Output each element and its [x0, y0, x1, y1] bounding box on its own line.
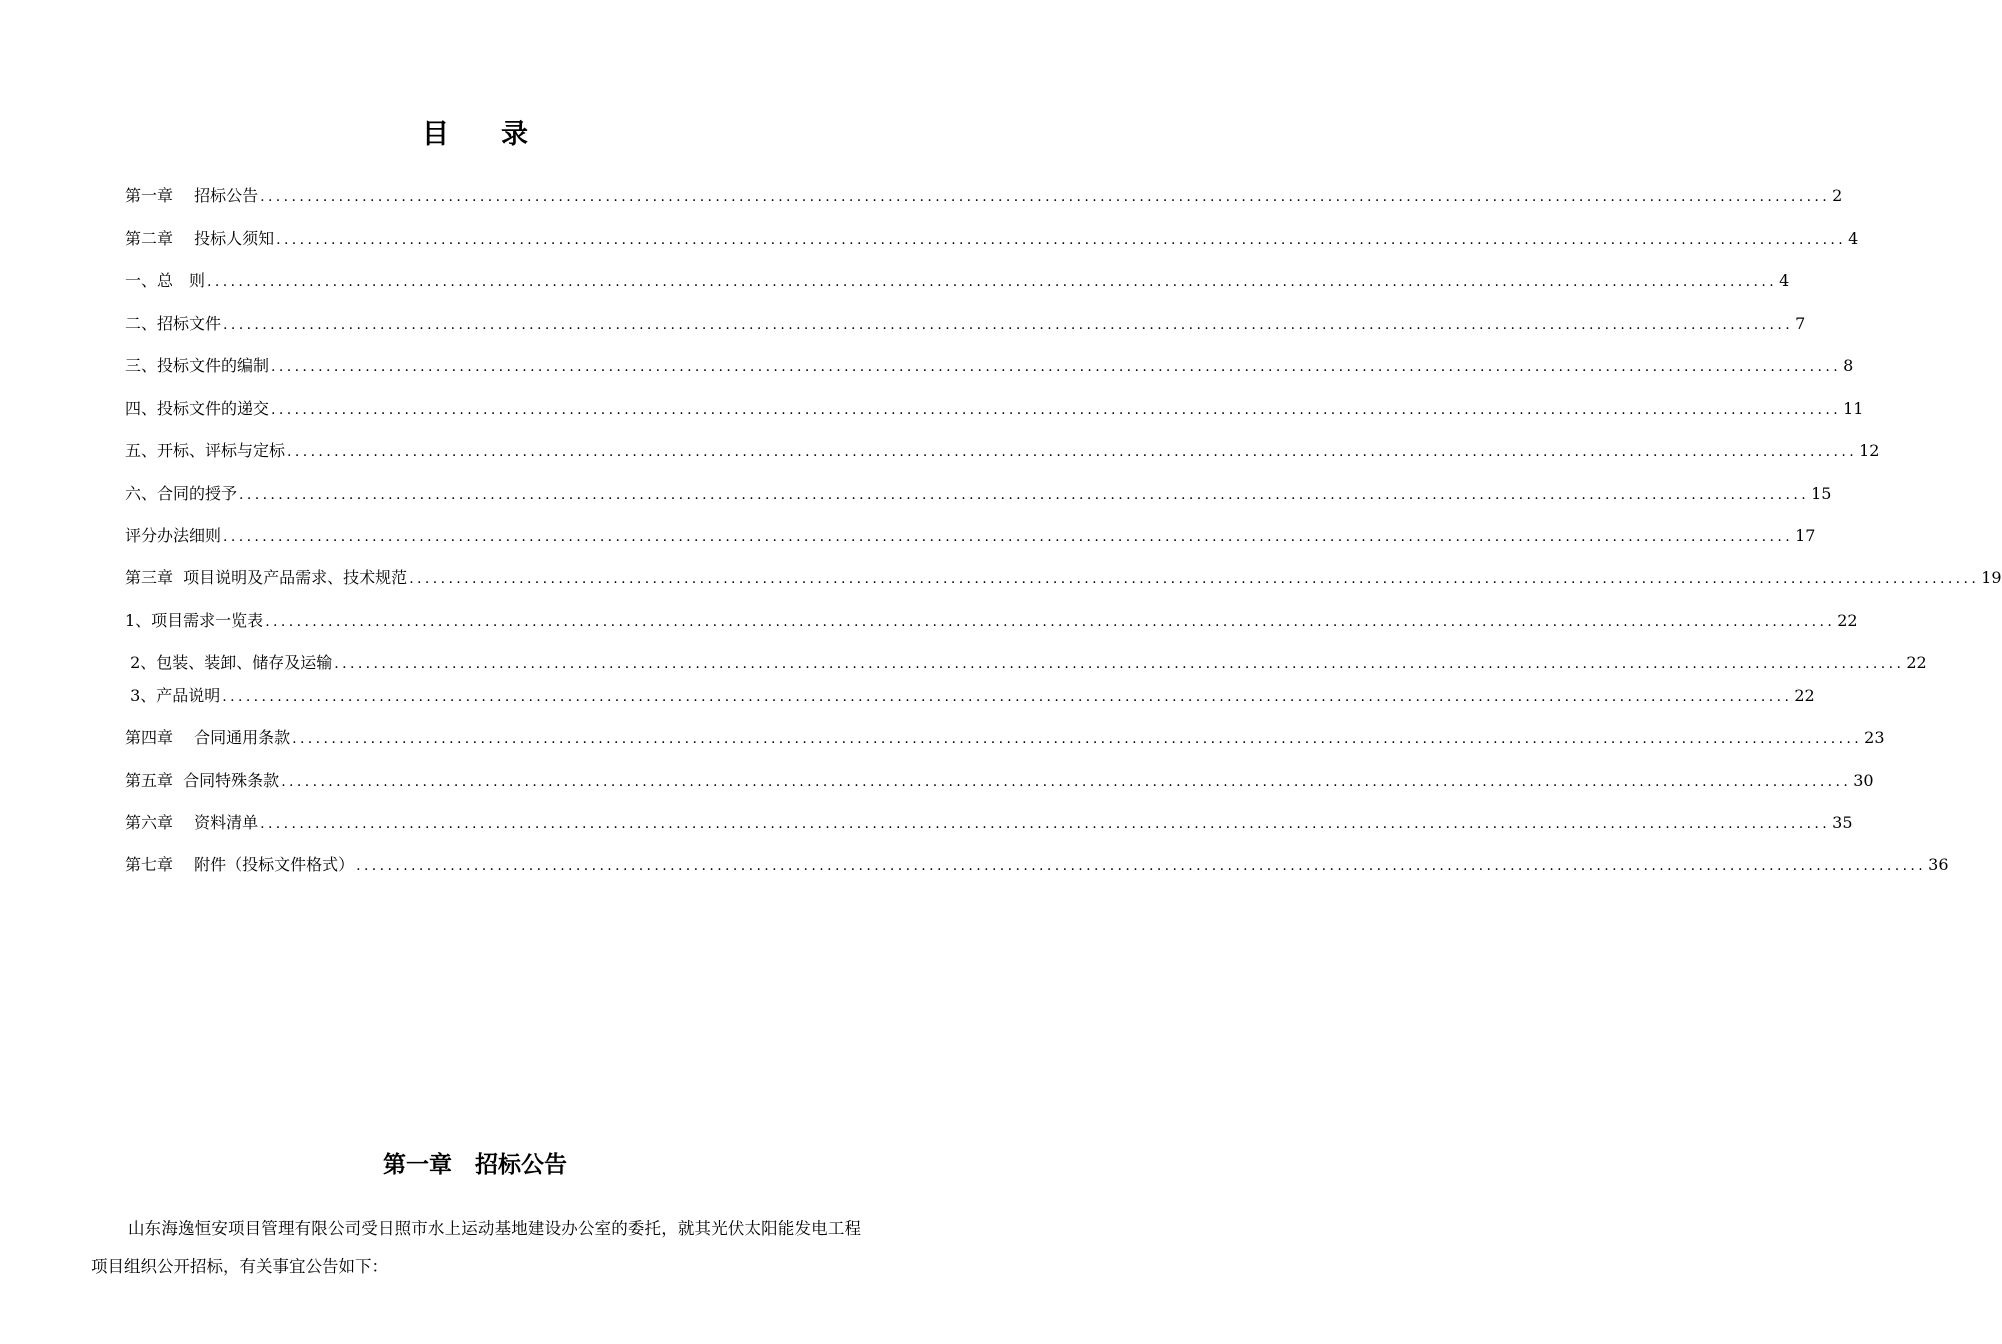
toc-entry-page: 19 [1981, 568, 2002, 587]
toc-leader-dots: ........................................................................................................................................................................................................ [265, 614, 1836, 630]
toc-entry-label: 第七章 附件（投标文件格式） [125, 855, 355, 874]
toc-entry-page: 17 [1795, 526, 1816, 545]
toc-leader-dots: ........................................................................................................................................................................................................ [292, 731, 1863, 747]
toc-entry-label: 四、投标文件的递交 [125, 399, 270, 418]
toc-entry[interactable] [125, 853, 1949, 877]
toc-entry[interactable] [125, 684, 1815, 708]
toc-entry-page: 4 [1848, 229, 1859, 248]
toc-entry[interactable] [125, 566, 2002, 590]
toc-entry-label: 第六章 资料清单 [125, 813, 259, 832]
toc-entry[interactable] [125, 269, 1790, 293]
toc-entry-page: 8 [1843, 356, 1854, 375]
toc-entry-label: 六、合同的授予 [125, 484, 238, 503]
toc-entry-page: 35 [1832, 813, 1853, 832]
toc-entry-label: 三、投标文件的编制 [125, 356, 270, 375]
toc-leader-dots: ........................................................................................................................................................................................................ [409, 571, 1980, 587]
toc-entry-label: 第四章 合同通用条款 [125, 728, 291, 747]
toc-entry-label: 第三章 项目说明及产品需求、技术规范 [125, 568, 408, 587]
chapter-title: 第一章 招标公告 [383, 1152, 567, 1178]
toc-entry[interactable] [125, 811, 1853, 835]
toc-leader-dots: ........................................................................................................................................................................................................ [239, 487, 1810, 503]
toc-leader-dots: ........................................................................................................................................................................................................ [260, 816, 1831, 832]
toc-entry[interactable] [125, 482, 1832, 506]
toc-leader-dots: ........................................................................................................................................................................................................ [276, 232, 1847, 248]
toc-entry-page: 36 [1928, 855, 1949, 874]
toc-entry[interactable] [125, 439, 1880, 463]
toc-entry[interactable] [125, 651, 1927, 675]
toc-entry[interactable] [125, 726, 1885, 750]
toc-entry-page: 30 [1853, 771, 1874, 790]
toc-leader-dots: ........................................................................................................................................................................................................ [356, 858, 1927, 874]
toc-entry-page: 4 [1779, 271, 1790, 290]
toc-leader-dots: ........................................................................................................................................................................................................ [222, 689, 1793, 705]
toc-entry-page: 22 [1837, 611, 1858, 630]
toc-entry-page: 23 [1864, 728, 1885, 747]
toc-entry-label: 一、总 则 [125, 271, 206, 290]
toc-leader-dots: ........................................................................................................................................................................................................ [223, 317, 1794, 333]
toc-leader-dots: ........................................................................................................................................................................................................ [271, 402, 1842, 418]
toc-entry-label: 第二章 投标人须知 [125, 229, 275, 248]
intro-paragraph: 山东海逸恒安项目管理有限公司受日照市水上运动基地建设办公室的委托，就其光伏太阳能发电工程项目组织公开招标，有关事宜公告如下： [91, 1218, 861, 1276]
toc-title-char-2: 录 [501, 119, 528, 150]
toc-entry-page: 11 [1843, 399, 1864, 418]
toc-entry[interactable] [125, 609, 1858, 633]
toc-leader-dots: ........................................................................................................................................................................................................ [223, 529, 1794, 545]
toc-entry[interactable] [125, 397, 1864, 421]
toc-entry-page: 12 [1859, 441, 1880, 460]
toc-entry[interactable] [125, 354, 1854, 378]
toc-entry-page: 7 [1795, 314, 1806, 333]
toc-entry[interactable] [125, 769, 1874, 793]
toc-entry-label: 五、开标、评标与定标 [125, 441, 286, 460]
toc-entry-page: 15 [1811, 484, 1832, 503]
toc-leader-dots: ........................................................................................................................................................................................................ [334, 656, 1905, 672]
toc-entry[interactable] [125, 312, 1806, 336]
toc-entry-label: 第一章 招标公告 [125, 186, 259, 205]
toc-entry-label: 第五章 合同特殊条款 [125, 771, 280, 790]
toc-entry-label: 1、项目需求一览表 [125, 611, 264, 630]
toc-leader-dots: ........................................................................................................................................................................................................ [207, 274, 1778, 290]
toc-entry-label: 3、产品说明 [125, 686, 221, 705]
toc-title-char-1: 目 [422, 119, 449, 150]
toc-leader-dots: ........................................................................................................................................................................................................ [271, 359, 1842, 375]
toc-entry-label: 2、包装、装卸、储存及运输 [125, 653, 333, 672]
toc-leader-dots: ........................................................................................................................................................................................................ [281, 774, 1852, 790]
toc-entry[interactable] [125, 184, 1843, 208]
toc-entry[interactable] [125, 227, 1859, 251]
toc-entry-page: 22 [1906, 653, 1927, 672]
toc-entry-page: 22 [1794, 686, 1815, 705]
toc-entry-label: 评分办法细则 [125, 526, 222, 545]
toc-entry-label: 二、招标文件 [125, 314, 222, 333]
toc-entry[interactable] [125, 524, 1816, 548]
toc-entry-page: 2 [1832, 186, 1843, 205]
toc-leader-dots: ........................................................................................................................................................................................................ [287, 444, 1858, 460]
toc-leader-dots: ........................................................................................................................................................................................................ [260, 189, 1831, 205]
